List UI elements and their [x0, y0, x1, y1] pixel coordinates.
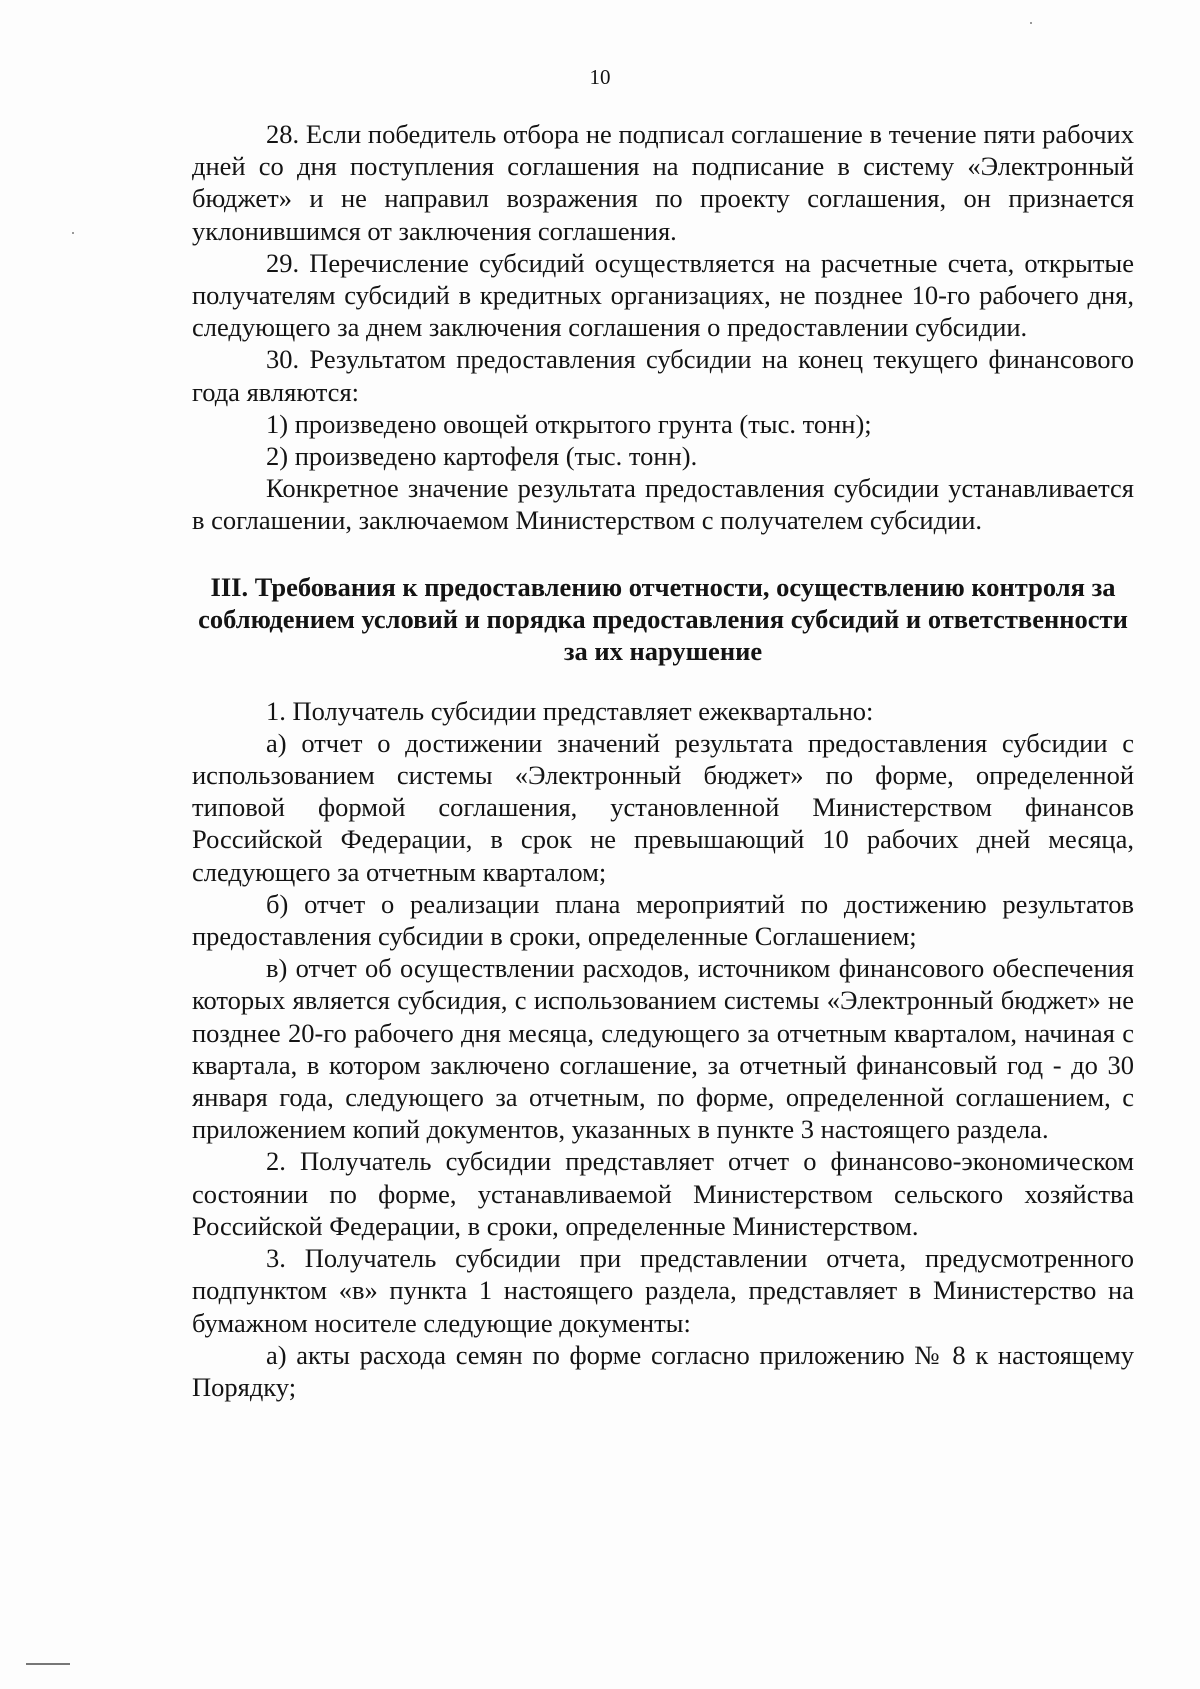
section-paragraph-3a: а) акты расхода семян по форме согласно приложению № 8 к настоящему Порядку;	[192, 1339, 1134, 1402]
paragraph-30: 30. Результатом предоставления субсидии на конец текущего финансового года являются:	[192, 344, 1134, 407]
document-body	[192, 118, 1134, 1403]
section-paragraph-3: 3. Получатель субсидии при представлении отчета, предусмотренного подпунктом «в» пункта 1 настоящего раздела, представляет в Министерство на бумажном носителе следующие документы:	[192, 1243, 1134, 1338]
page-number: 10	[589, 65, 611, 89]
section-paragraph-1v: в) отчет об осуществлении расходов, источником финансового обеспечения которых является субсидия, с использованием системы «Электронный бюджет» не позднее 20-го рабочего дня месяца, следующего за отчетным кварталом, начиная с квартала, в котором заключено соглашение, за отчетный финансовый год - до 30 января года, следующего за отчетным, по форме, определенной соглашением, с приложением копий документов, указанных в пункте 3 настоящего раздела.	[192, 953, 1134, 1145]
scan-artifact-line	[26, 1663, 70, 1665]
section-paragraph-1: 1. Получатель субсидии представляет ежеквартально:	[266, 695, 874, 726]
section-heading-iii: III. Требования к предоставлению отчетности, осуществлению контроля за соблюдением условий и порядка предоставления субсидий и ответственности за их нарушение	[198, 571, 1128, 666]
section-paragraph-1a: а) отчет о достижении значений результата предоставления субсидии с использованием системы «Электронный бюджет» по форме, определенной типовой формой соглашения, установленной Министерством финансов Российской Федерации, в срок не превышающий 10 рабочих дней месяца, следующего за отчетным кварталом;	[192, 727, 1134, 887]
paragraph-28: 28. Если победитель отбора не подписал соглашение в течение пяти рабочих дней со дня поступления соглашения на подписание в систему «Электронный бюджет» и не направил возражения по проекту соглашения, он признается уклонившимся от заключения соглашения.	[192, 119, 1134, 246]
result-item-1: 1) произведено овощей открытого грунта (тыс. тонн);	[266, 408, 872, 439]
paragraph-29: 29. Перечисление субсидий осуществляется на расчетные счета, открытые получателям субсидий в кредитных организациях, не позднее 10-го рабочего дня, следующего за днем заключения соглашения о предоставлении субсидии.	[192, 247, 1134, 343]
scan-artifact-dot	[1030, 22, 1032, 24]
section-paragraph-2: 2. Получатель субсидии представляет отчет о финансово-экономическом состоянии по форме, устанавливаемой Министерством сельского хозяйства Российской Федерации, в сроки, определенные Министерством.	[192, 1146, 1134, 1241]
heading-spacer	[192, 667, 1134, 695]
result-item-2: 2) произведено картофеля (тыс. тонн).	[266, 441, 698, 472]
scan-artifact-dot	[72, 232, 74, 234]
section-paragraph-1b: б) отчет о реализации плана мероприятий по достижению результатов предоставления субсидии в сроки, определенные Соглашением;	[192, 888, 1134, 952]
result-value-paragraph: Конкретное значение результата предоставления субсидии устанавливается в соглашении, заключаемом Министерством с получателем субсидии.	[192, 473, 1134, 536]
